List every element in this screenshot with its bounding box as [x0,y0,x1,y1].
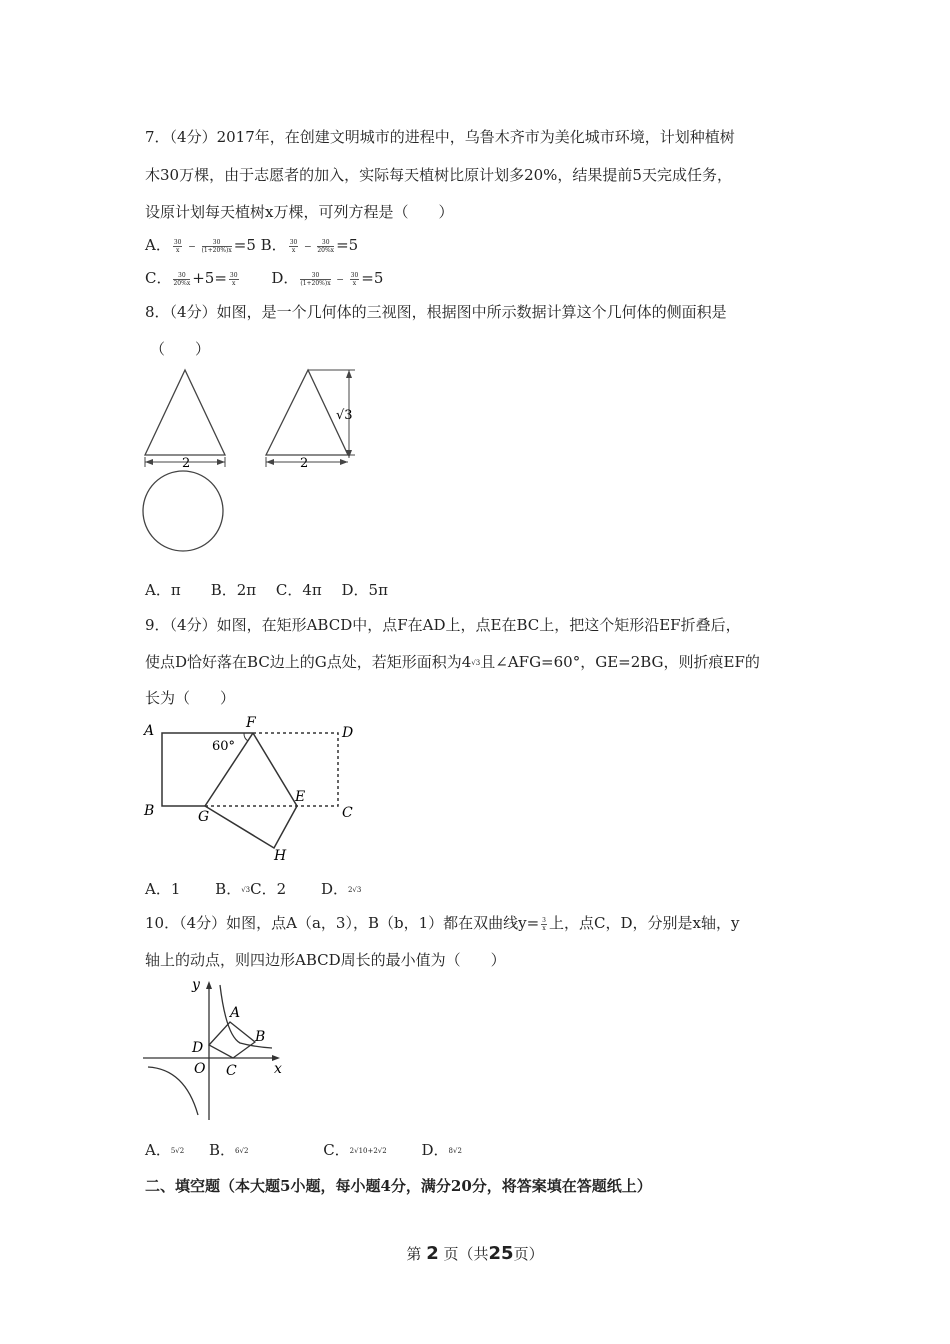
section-2-heading: 二、填空题（本大题5小题，每小题4分，满分20分，将答案填在答题纸上） [145,1177,652,1195]
q10-label-y: y [192,977,200,993]
q9-option-b-value: √3 [241,886,251,894]
q9-rectangle-left-part [162,733,253,806]
footer-mid: 页（共 [443,1245,489,1263]
q10-stem-line1-a: 10．（4分）如图，点A（a，3），B（b，1）都在双曲线y= [145,914,540,932]
q9-option-b-label: B． [215,880,242,898]
q9-rectangle-fold-figure [140,715,370,865]
q10-option-b-value: 6√2 [235,1147,249,1155]
q7-option-d-frac2: $\frac{30}{x}$ [350,271,359,287]
q10-option-a-value: 5√2 [170,1147,185,1155]
q7-option-d-minus: ﹣ [332,269,348,287]
q9-label-H: H [274,848,287,864]
q8-top-view-circle [143,471,223,551]
page-footer [0,1243,950,1264]
q7-option-c-frac1: $\frac{30}{20\%x}$ [173,271,191,287]
q9-segment-GHE [205,806,297,848]
q7-option-d-rest: =5 [361,269,384,287]
q9-fold-line-EF [253,733,297,806]
q10-option-c-label: C． [323,1141,350,1159]
q10-option-c-value: 2√10+2√2 [349,1147,387,1155]
q10-label-A: A [230,1005,241,1021]
q8-options: A．π B．2π C．4π D．5π [145,581,388,599]
q9-stem-line2-a: 使点D恰好落在BC边上的G点处，若矩形面积为4 [145,653,472,671]
q10-option-d-value: 8√2 [448,1147,462,1155]
q9-options [145,879,361,900]
q9-option-c: C．2 [250,880,287,898]
q10-option-a-label: A． [145,1141,171,1159]
q7-stem-line2: 木30万棵，由于志愿者的加入，实际每天植树比原计划多20%，结果提前5天完成任务， [145,166,732,184]
q7-option-c-frac2: $\frac{30}{x}$ [229,271,238,287]
q7-stem-line3: 设原计划每天植树x万棵，可列方程是（ ） [145,203,454,221]
q9-angle-arc [244,733,248,741]
q9-label-C: C [342,805,353,821]
q9-option-d-label: D． [320,880,348,898]
footer-total-pages: 25 [488,1243,514,1264]
q10-label-O: O [194,1061,206,1077]
q10-option-d-label: D． [421,1141,449,1159]
q9-stem-line1: 9．（4分）如图，在矩形ABCD中，点F在AD上，点E在BC上，把这个矩形沿EF折叠后， [145,616,741,634]
q10-stem-line2: 轴上的动点，则四边形ABCD周长的最小值为（ ） [145,951,506,969]
q7-option-a-label: A． [145,236,171,254]
q10-label-B: B [255,1029,266,1045]
footer-pre: 第 [406,1245,422,1263]
q9-sqrt3-inline: √3 [471,659,481,667]
q8-stem-line2: （ ） [150,340,211,358]
q10-stem-line1 [145,913,739,933]
q9-angle-label: 60° [212,739,236,754]
q9-label-D: D [342,725,354,741]
q9-label-A: A [144,723,155,739]
q7-options-cd [145,268,383,288]
footer-page-number: 2 [426,1243,439,1264]
q7-option-b-frac1: $\frac{30}{x}$ [289,238,298,254]
q10-hyperbola-fraction: $\frac{3}{x}$ [542,916,546,932]
q10-hyperbola-figure [140,975,300,1120]
q8-front-view-triangle [145,370,225,455]
q10-hyperbola-branch-3 [148,1067,198,1115]
q9-label-F: F [246,715,256,731]
q7-option-b-minus: ﹣ [300,236,316,254]
q10-options [145,1140,462,1161]
q7-option-b-label: B． [260,236,287,254]
q7-option-b-frac2: $\frac{30}{20\%x}$ [317,238,335,254]
q7-option-a-rest: =5 [233,236,256,254]
q10-label-x: x [274,1061,282,1077]
q9-stem-line2 [145,652,760,673]
q10-label-C: C [226,1063,237,1079]
q8-three-view-figure [140,365,370,560]
q10-label-D: D [192,1040,204,1056]
q7-option-a-minus: ﹣ [184,236,200,254]
q9-label-B: B [144,803,155,819]
q7-options-ab [145,235,358,255]
q7-option-a-frac2: $\frac{30}{(1+20\%)x}$ [201,238,232,254]
q8-height-dimension-label: √3 [336,408,353,423]
q9-stem-line3: 长为（ ） [145,689,236,707]
q9-label-G: G [198,809,210,825]
q8-stem-line1: 8．（4分）如图，是一个几何体的三视图，根据图中所示数据计算这个几何体的侧面积是 [145,303,727,321]
q10-option-b-label: B． [209,1141,236,1159]
q9-option-a: A．1 [145,880,181,898]
q10-quadrilateral-ABCD [209,1022,255,1058]
q7-option-d-label: D． [271,269,299,287]
q8-front-dimension-label: 2 [182,456,191,471]
q8-side-dimension-label: 2 [300,456,309,471]
q9-option-d-value: 2√3 [347,886,362,894]
footer-post: 页） [513,1245,544,1263]
q10-stem-line1-b: 上，点C，D，分别是x轴，y [549,914,740,932]
q7-stem-line1: 7．（4分）2017年，在创建文明城市的进程中，乌鲁木齐市为美化城市环境，计划种植树 [145,128,735,146]
q7-option-b-rest: =5 [336,236,359,254]
q7-option-c-mid: +5= [192,269,227,287]
q9-label-E: E [295,789,306,805]
q7-option-d-frac1: $\frac{30}{(1+20\%)x}$ [300,271,331,287]
q7-option-a-frac1: $\frac{30}{x}$ [173,238,182,254]
q9-stem-line2-b: 且∠AFG=60°，GE=2BG，则折痕EF的 [480,653,760,671]
q7-option-c-label: C． [145,269,172,287]
